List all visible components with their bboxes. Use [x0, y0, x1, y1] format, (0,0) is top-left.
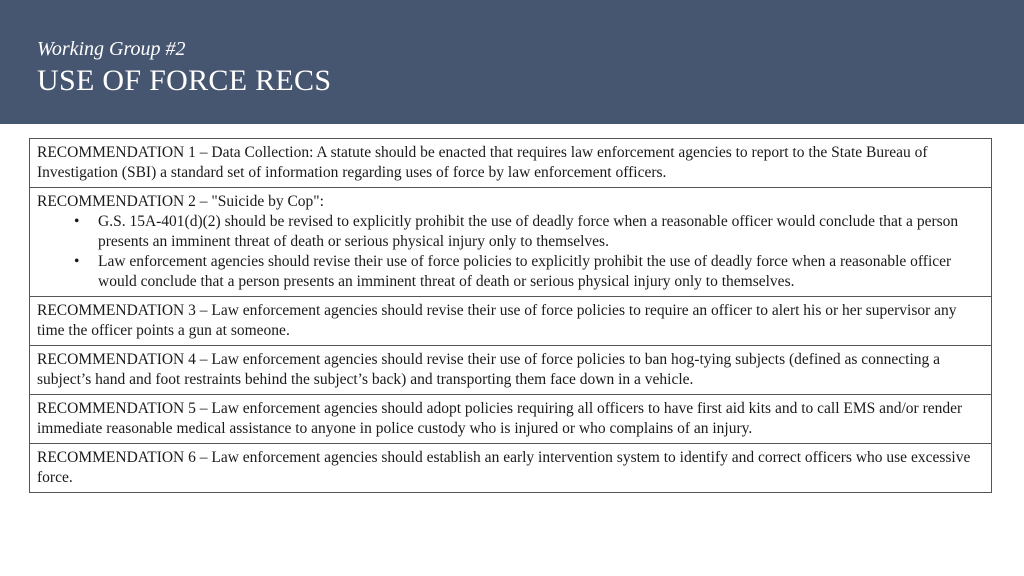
table-row	[30, 139, 992, 188]
recommendation-2-bullets	[37, 212, 983, 292]
table-row	[30, 188, 992, 297]
bullet-text: G.S. 15A-401(d)(2) should be revised to explicitly prohibit the use of deadly force when a reasonable officer would conclude that a person presents an imminent threat of death or serious physical injury only to themselves.	[98, 213, 959, 250]
recommendation-3: RECOMMENDATION 3 – Law enforcement agencies should revise their use of force policies to require an officer to alert his or her supervisor any time the officer points a gun at someone.	[30, 297, 992, 346]
title-banner	[0, 0, 1024, 124]
recommendation-6: RECOMMENDATION 6 – Law enforcement agencies should establish an early intervention system to identify and correct officers who use excessive force.	[30, 444, 992, 493]
recommendation-4: RECOMMENDATION 4 – Law enforcement agencies should revise their use of force policies to ban hog-tying subjects (defined as connecting a subject’s hand and foot restraints behind the subject’s back) and transporting them face down in a vehicle.	[30, 346, 992, 395]
list-item	[74, 252, 983, 292]
list-item	[74, 212, 983, 252]
recommendation-2	[30, 188, 992, 297]
recommendation-5: RECOMMENDATION 5 – Law enforcement agencies should adopt policies requiring all officers to have first aid kits and to call EMS and/or render immediate reasonable medical assistance to anyone in police custody who is injured or who complains of an injury.	[30, 395, 992, 444]
table-row	[30, 395, 992, 444]
table-row	[30, 297, 992, 346]
recommendation-1: RECOMMENDATION 1 – Data Collection: A statute should be enacted that requires law enforcement agencies to report to the State Bureau of Investigation (SBI) a standard set of information regarding uses of force by law enforcement officers.	[30, 139, 992, 188]
recommendations-table	[29, 138, 992, 493]
bullet-text: Law enforcement agencies should revise their use of force policies to explicitly prohibit the use of deadly force when a reasonable officer would conclude that a person presents an imminent threat of death or serious physical injury only to themselves.	[98, 253, 952, 290]
table-row	[30, 444, 992, 493]
recommendation-2-heading: RECOMMENDATION 2 – "Suicide by Cop":	[37, 193, 324, 210]
bullet-icon: •	[74, 253, 80, 270]
table-row	[30, 346, 992, 395]
slide-title: USE OF FORCE RECS	[37, 64, 332, 97]
bullet-icon: •	[74, 213, 80, 230]
slide-subtitle: Working Group #2	[37, 38, 186, 60]
